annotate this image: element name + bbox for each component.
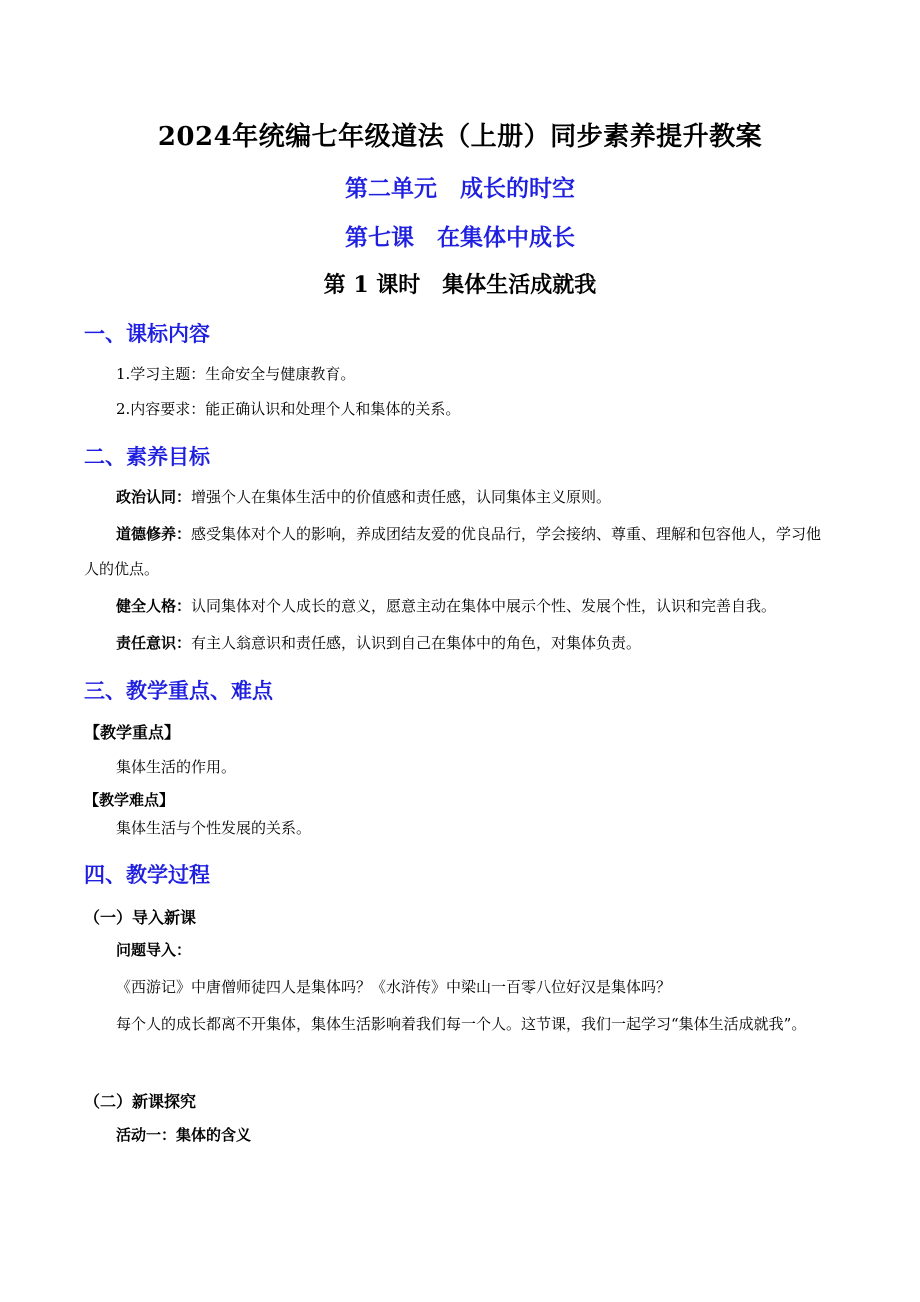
key-point-label: 【教学重点】 — [84, 723, 181, 742]
lesson-title: 第七课 在集体中成长 — [345, 224, 575, 251]
difficult-point-label: 【教学难点】 — [84, 791, 175, 809]
goal-label: 政治认同： — [116, 488, 192, 506]
goal-item — [84, 517, 836, 587]
goal-item — [84, 480, 836, 515]
goal-text: 感受集体对个人的影响，养成团结友爱的优良品行，学会接纳、尊重、理解和包容他人，学习他人的优点。 — [84, 525, 822, 578]
curriculum-item-1: 1.学习主题：生命安全与健康教育。 — [116, 365, 356, 383]
unit-title: 第二单元 成长的时空 — [345, 175, 575, 202]
question-text: 《西游记》中唐僧师徒四人是集体吗？《水浒传》中梁山一百零八位好汉是集体吗？ — [116, 978, 672, 996]
goal-text: 有主人翁意识和责任感，认识到自己在集体中的角色，对集体负责。 — [191, 634, 642, 652]
goal-label: 道德修养： — [116, 525, 192, 543]
subsection-explore: （二）新课探究 — [84, 1092, 197, 1111]
subsection-intro: （一）导入新课 — [84, 908, 197, 927]
goal-text: 增强个人在集体生活中的价值感和责任感，认同集体主义原则。 — [191, 488, 612, 506]
key-point-text: 集体生活的作用。 — [116, 758, 237, 776]
section-heading-focus: 三、教学重点、难点 — [84, 678, 273, 703]
section-heading-curriculum: 一、课标内容 — [84, 321, 210, 346]
goal-label: 健全人格： — [116, 597, 192, 615]
question-label: 问题导入： — [116, 941, 192, 959]
activity-title: 活动一：集体的含义 — [116, 1126, 252, 1144]
curriculum-item-2: 2.内容要求：能正确认识和处理个人和集体的关系。 — [116, 400, 461, 418]
intro-text: 每个人的成长都离不开集体，集体生活影响着我们每一个人。这节课，我们一起学习“集体生活成就我”。 — [116, 1015, 807, 1033]
question-label-line — [84, 933, 836, 968]
activity-line — [84, 1118, 836, 1153]
difficult-point-text: 集体生活与个性发展的关系。 — [116, 819, 312, 837]
goal-item — [84, 626, 836, 661]
goal-item — [84, 589, 836, 624]
document-title: 2024年统编七年级道法（上册）同步素养提升教案 — [157, 122, 763, 152]
goal-label: 责任意识： — [116, 634, 192, 652]
period-title: 第 1 课时 集体生活成就我 — [323, 272, 597, 298]
goal-text: 认同集体对个人成长的意义，愿意主动在集体中展示个性、发展个性，认识和完善自我。 — [191, 597, 777, 615]
section-heading-goals: 二、素养目标 — [84, 444, 210, 469]
section-heading-process: 四、教学过程 — [84, 862, 210, 887]
